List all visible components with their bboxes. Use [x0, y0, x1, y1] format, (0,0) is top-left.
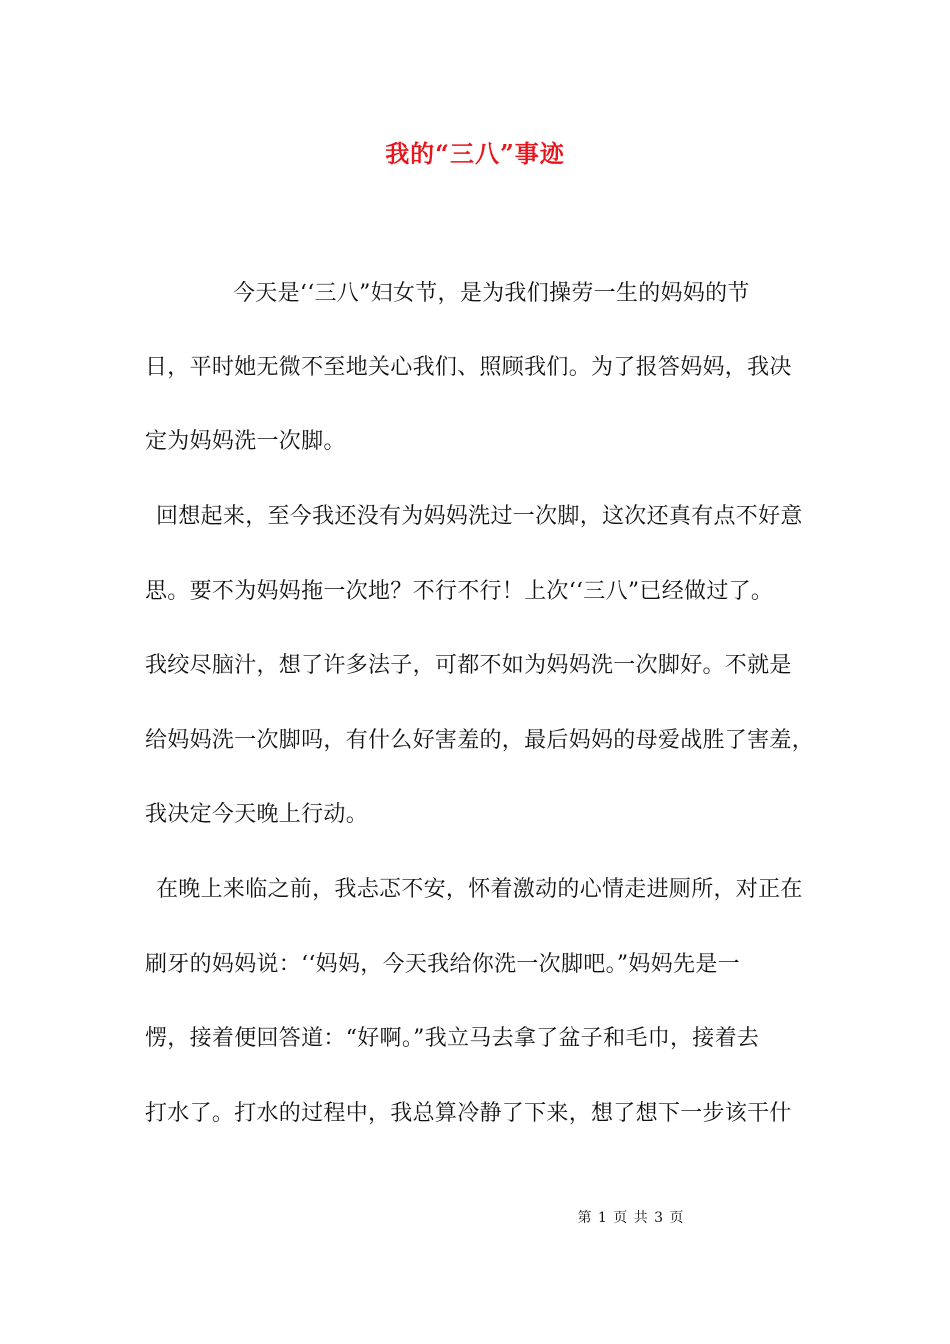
paragraph-line-3: 定为妈妈洗一次脚。	[145, 429, 346, 454]
page-number: 第 1 页 共 3 页	[577, 1210, 685, 1226]
paragraph-line-12: 打水了。打水的过程中，我总算冷静了下来，想了想下一步该干什	[145, 1101, 792, 1126]
paragraph-line-6: 我绞尽脑汁，想了许多法子，可都不如为妈妈洗一次脚好。不就是	[145, 653, 792, 678]
paragraph-line-9: 在晚上来临之前，我忐忑不安，怀着激动的心情走进厕所，对正在	[156, 877, 803, 902]
paragraph-line-7: 给妈妈洗一次脚吗，有什么好害羞的，最后妈妈的母爱战胜了害羞，	[145, 728, 815, 753]
paragraph-line-1: 今天是‘‘三八”妇女节，是为我们操劳一生的妈妈的节	[233, 281, 750, 306]
page-footer	[0, 1208, 950, 1228]
paragraph-line-2: 日，平时她无微不至地关心我们、照顾我们。为了报答妈妈，我决	[145, 355, 792, 380]
paragraph-line-5: 思。要不为妈妈拖一次地？不行不行！上次‘‘三八”已经做过了。	[145, 579, 774, 604]
paragraph-line-11: 愣，接着便回答道：“好啊。”我立马去拿了盆子和毛巾，接着去	[145, 1026, 760, 1051]
paragraph-line-8: 我决定今天晚上行动。	[145, 802, 369, 827]
paragraph-line-4: 回想起来，至今我还没有为妈妈洗过一次脚，这次还真有点不好意	[156, 504, 803, 529]
document-title: 我的“三八”事迹	[385, 139, 565, 168]
paragraph-line-10: 刷牙的妈妈说：‘‘妈妈，今天我给你洗一次脚吧。”妈妈先是一	[145, 952, 740, 977]
